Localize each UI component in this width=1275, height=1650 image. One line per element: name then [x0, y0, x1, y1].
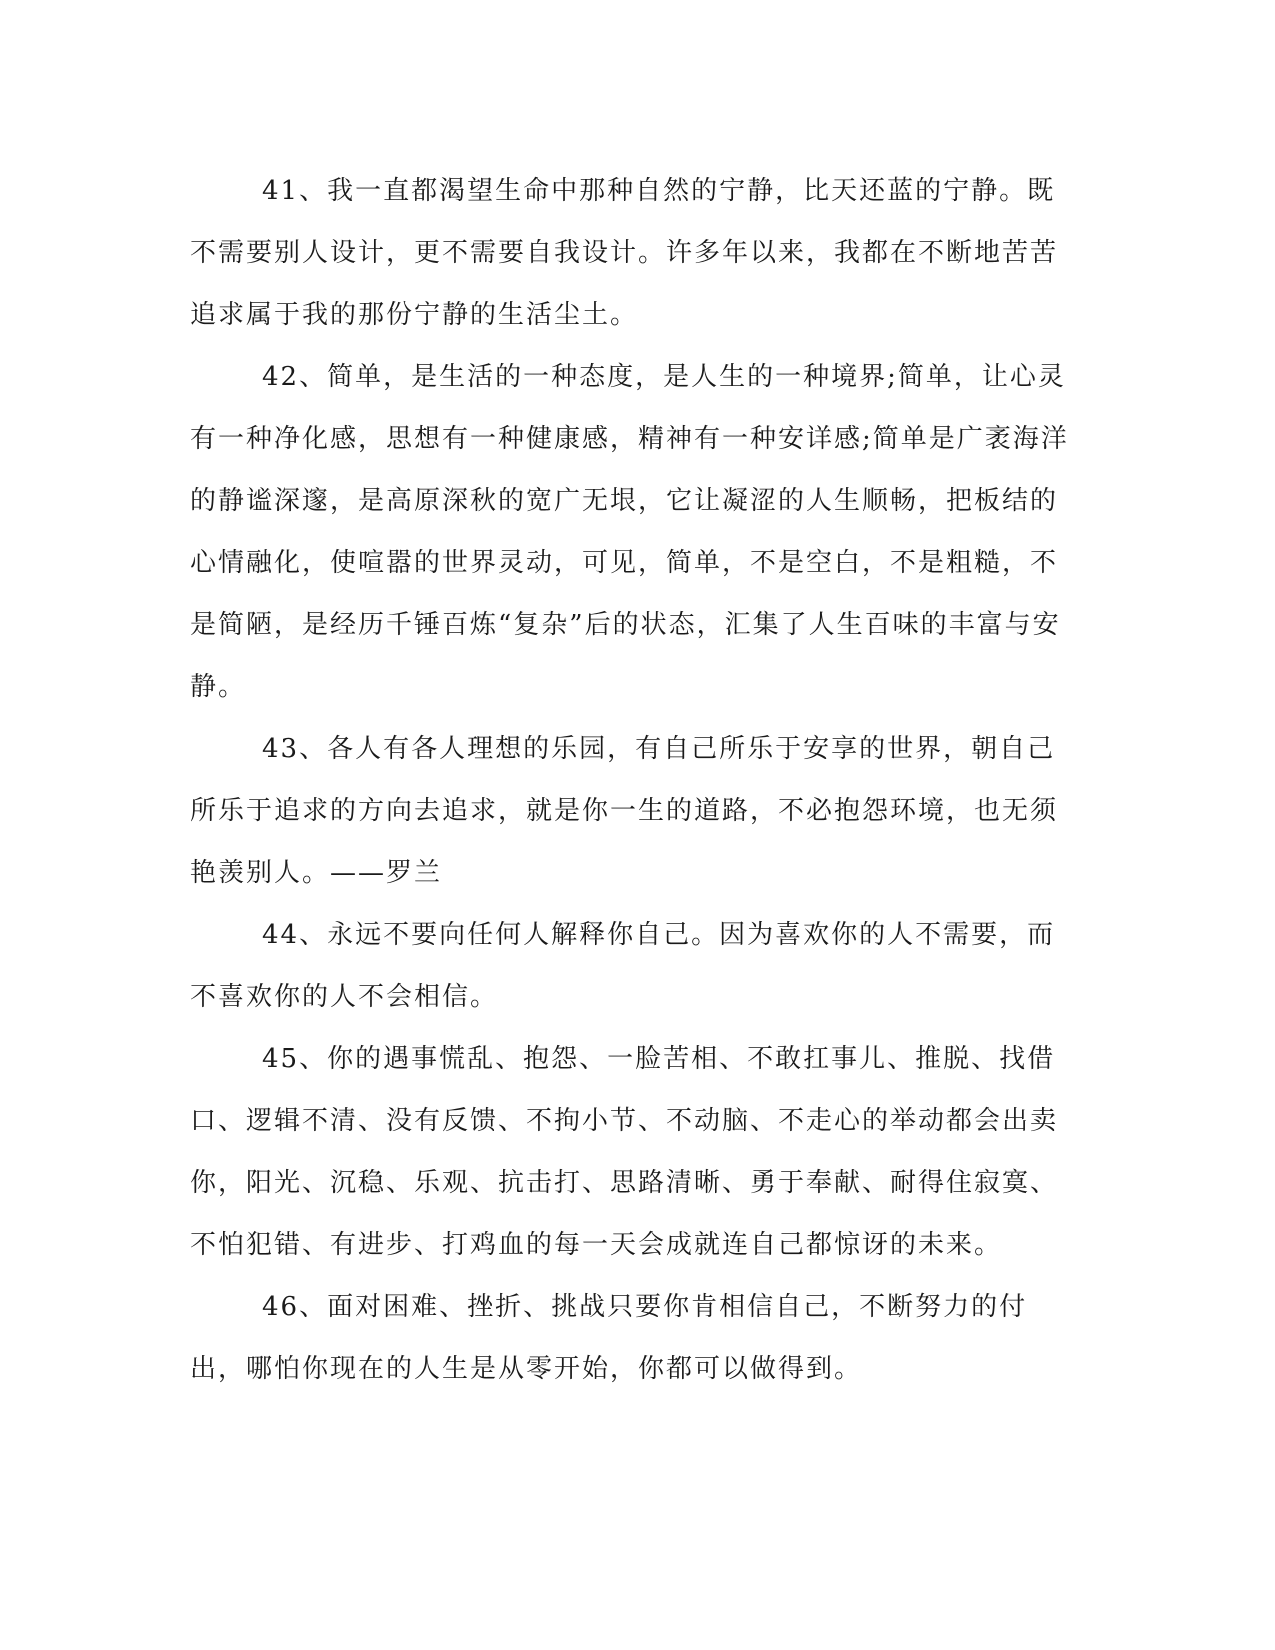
- paragraph-41: 41、我一直都渴望生命中那种自然的宁静，比天还蓝的宁静。既不需要别人设计，更不需要自我设计。许多年以来，我都在不断地苦苦追求属于我的那份宁静的生活尘土。: [190, 176, 1059, 330]
- paragraph-46: 46、面对困难、挫折、挑战只要你肯相信自己，不断努力的付出，哪怕你现在的人生是从零开始，你都可以做得到。: [190, 1292, 1028, 1384]
- paragraph-42: 42、简单，是生活的一种态度，是人生的一种境界;简单，让心灵有一种净化感，思想有一种健康感，精神有一种安详感;简单是广袤海洋的静谧深邃，是高原深秋的宽广无垠，它让凝涩的人生顺畅，把板结的心情融化，使喧嚣的世界灵动，可见，简单，不是空白，不是粗糙，不是简陋，是经历千锤百炼“复杂”后的状态，汇集了人生百味的丰富与安静。: [190, 362, 1069, 702]
- document-body: [190, 160, 1078, 1400]
- paragraph-43: 43、各人有各人理想的乐园，有自己所乐于安享的世界，朝自己所乐于追求的方向去追求，就是你一生的道路，不必抱怨环境，也无须艳羡别人。——罗兰: [190, 734, 1059, 888]
- paragraph-45: 45、你的遇事慌乱、抱怨、一脸苦相、不敢扛事儿、推脱、找借口、逻辑不清、没有反馈、不拘小节、不动脑、不走心的举动都会出卖你，阳光、沉稳、乐观、抗击打、思路清晰、勇于奉献、耐得住寂寞、不怕犯错、有进步、打鸡血的每一天会成就连自己都惊讶的未来。: [190, 1044, 1059, 1260]
- paragraph-44: 44、永远不要向任何人解释你自己。因为喜欢你的人不需要，而不喜欢你的人不会相信。: [190, 920, 1056, 1012]
